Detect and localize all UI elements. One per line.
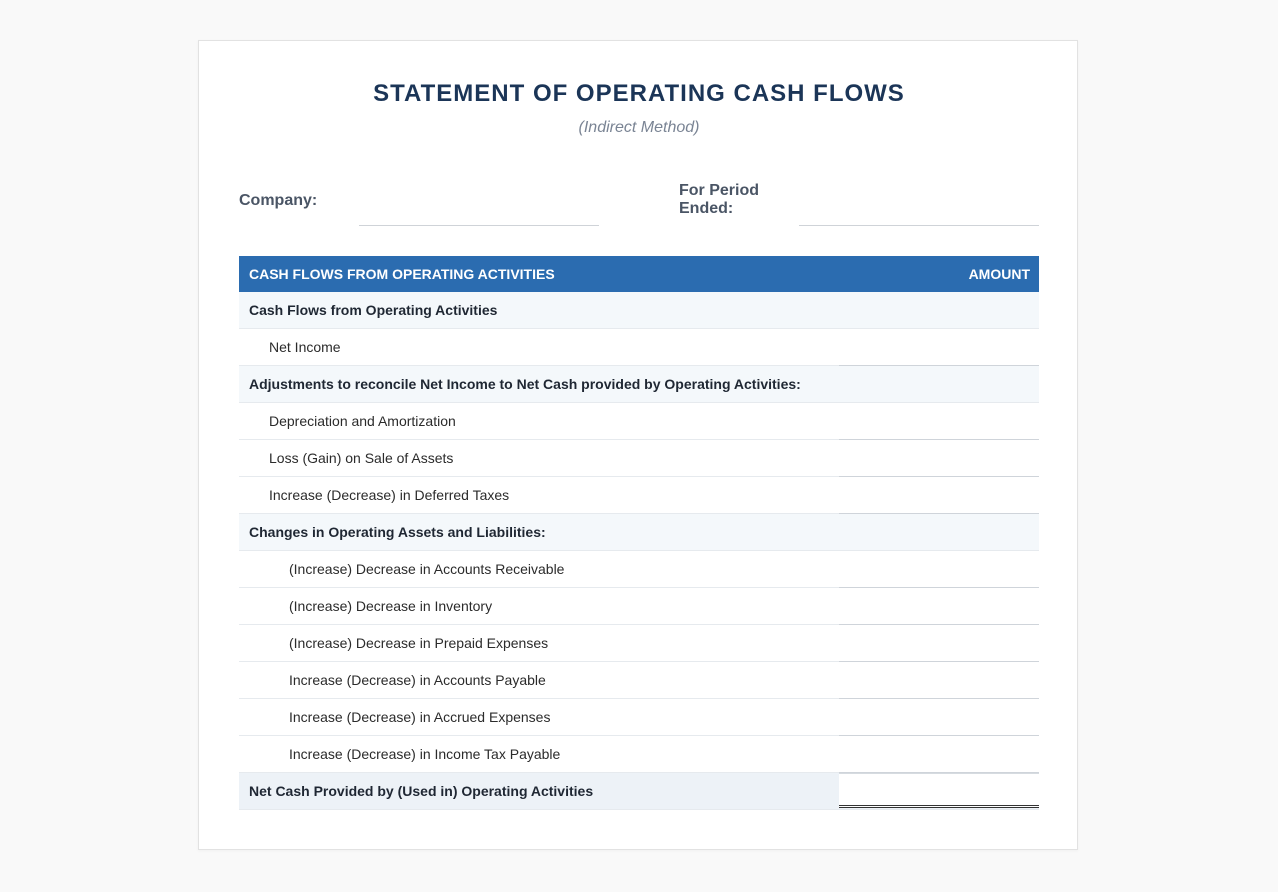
net-cash-amount-field[interactable] <box>839 773 1039 808</box>
description-column-header: CASH FLOWS FROM OPERATING ACTIVITIES <box>249 266 555 282</box>
page-title: STATEMENT OF OPERATING CASH FLOWS <box>373 80 905 107</box>
amount-field[interactable] <box>839 588 1039 625</box>
table-row <box>239 403 1039 440</box>
table-row <box>239 477 1039 514</box>
section-row <box>239 292 1039 329</box>
statement-page <box>198 40 1078 850</box>
cash-flow-table <box>239 256 1039 810</box>
amount-field[interactable] <box>839 736 1039 773</box>
table-row <box>239 551 1039 588</box>
period-label: For Period Ended: <box>679 182 760 217</box>
amount-field[interactable] <box>839 329 1039 366</box>
amount-field[interactable] <box>839 699 1039 736</box>
row-label: Increase (Decrease) in Accrued Expenses <box>289 709 551 725</box>
amount-field[interactable] <box>839 440 1039 477</box>
table-row <box>239 736 1039 773</box>
amount-field[interactable] <box>839 625 1039 662</box>
total-row <box>239 773 1039 810</box>
section-row <box>239 514 1039 551</box>
page-subtitle: (Indirect Method) <box>578 119 700 136</box>
amount-field[interactable] <box>839 662 1039 699</box>
row-label: Increase (Decrease) in Accounts Payable <box>289 672 546 688</box>
table-header <box>239 256 1039 292</box>
table-body <box>239 292 1039 810</box>
row-label: (Increase) Decrease in Accounts Receivable <box>289 561 565 577</box>
row-label: Increase (Decrease) in Deferred Taxes <box>269 487 510 503</box>
row-label: Net Cash Provided by (Used in) Operating Activities <box>249 783 594 799</box>
amount-field[interactable] <box>839 403 1039 440</box>
amount-field[interactable] <box>839 551 1039 588</box>
row-label: (Increase) Decrease in Inventory <box>289 598 493 614</box>
row-label: Cash Flows from Operating Activities <box>249 302 498 318</box>
row-label: Increase (Decrease) in Income Tax Payable <box>289 746 561 762</box>
row-label: Net Income <box>269 339 341 355</box>
row-label: Depreciation and Amortization <box>269 413 456 429</box>
section-row <box>239 366 1039 403</box>
row-label: (Increase) Decrease in Prepaid Expenses <box>289 635 549 651</box>
table-row <box>239 588 1039 625</box>
period-ended-field[interactable] <box>799 225 1039 226</box>
row-label: Changes in Operating Assets and Liabilities: <box>249 524 546 540</box>
table-row <box>239 625 1039 662</box>
company-field[interactable] <box>359 225 599 226</box>
table-row <box>239 440 1039 477</box>
row-label: Adjustments to reconcile Net Income to Net Cash provided by Operating Activities: <box>249 376 801 392</box>
company-label: Company: <box>239 192 318 209</box>
amount-column-header: AMOUNT <box>968 266 1030 282</box>
amount-field[interactable] <box>839 477 1039 514</box>
table-row <box>239 329 1039 366</box>
table-row <box>239 662 1039 699</box>
table-row <box>239 699 1039 736</box>
row-label: Loss (Gain) on Sale of Assets <box>269 450 454 466</box>
